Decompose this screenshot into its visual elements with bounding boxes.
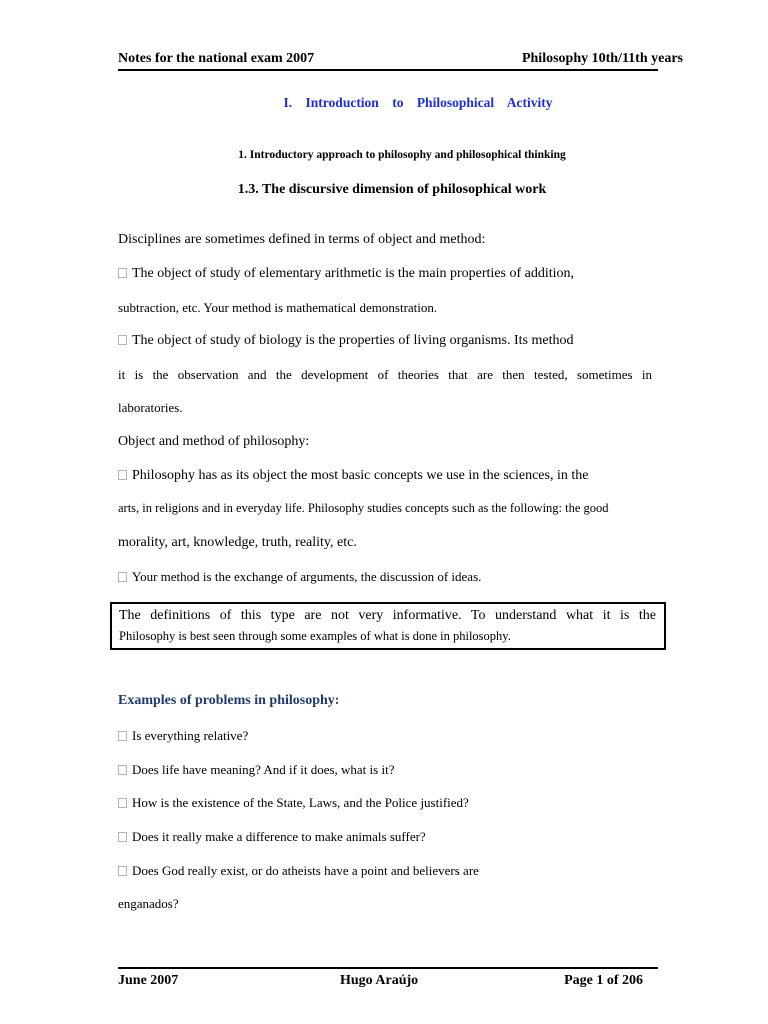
example-question-3: How is the existence of the State, Laws, and the Police justified? xyxy=(118,795,469,811)
callout-box xyxy=(110,602,666,650)
header-left: Notes for the national exam 2007 xyxy=(118,51,315,66)
biology-line-3: laboratories. xyxy=(118,400,183,415)
bullet-box-icon xyxy=(118,765,127,775)
footer-rule xyxy=(118,967,658,969)
footer-date: June 2007 xyxy=(118,973,179,988)
biology-line-2: it is the observation and the development of theories that are then tested, sometimes in xyxy=(118,367,652,382)
philosophy-line-2: arts, in religions and in everyday life. Philosophy studies concepts such as the following: the good xyxy=(118,501,609,515)
callout-line-1: The definitions of this type are not very informative. To understand what it is the xyxy=(119,608,656,623)
examples-heading: Examples of problems in philosophy: xyxy=(118,693,340,708)
section-title: I. Introduction to Philosophical Activity xyxy=(283,95,553,110)
bullet-box-icon xyxy=(118,832,127,842)
biology-line-1 xyxy=(118,333,573,349)
philosophy-line-1 xyxy=(118,468,588,484)
footer-page-number: Page 1 of 206 xyxy=(564,973,643,988)
bullet-box-icon xyxy=(118,866,127,876)
example-question-1: Is everything relative? xyxy=(118,728,248,744)
header-rule xyxy=(118,69,658,71)
arithmetic-line-2: subtraction, etc. Your method is mathematical demonstration. xyxy=(118,300,438,315)
biology-text: The object of study of biology is the properties of living organisms. Its method xyxy=(132,333,574,348)
bullet-box-icon xyxy=(118,798,127,808)
bullet-box-icon xyxy=(118,731,127,741)
example-question-4: Does it really make a difference to make animals suffer? xyxy=(118,829,426,845)
callout-line-2: Philosophy is best seen through some examples of what is done in philosophy. xyxy=(119,629,511,643)
subsection-title: 1.3. The discursive dimension of philosophical work xyxy=(237,182,547,197)
bullet-box-icon xyxy=(118,572,127,582)
bullet-box-icon xyxy=(118,470,127,480)
example-question-5: Does God really exist, or do atheists have a point and believers are xyxy=(118,863,479,879)
bullet-box-icon xyxy=(118,335,127,345)
arithmetic-line-1 xyxy=(118,266,574,282)
method-text: Your method is the exchange of arguments, the discussion of ideas. xyxy=(132,569,482,584)
intro-paragraph: Disciplines are sometimes defined in terms of object and method: xyxy=(118,232,486,247)
philosophy-heading: Object and method of philosophy: xyxy=(118,434,310,449)
philosophy-line-3: morality, art, knowledge, truth, reality, etc. xyxy=(118,535,357,550)
arithmetic-text: The object of study of elementary arithmetic is the main properties of addition, xyxy=(132,266,575,281)
example-question-2: Does life have meaning? And if it does, what is it? xyxy=(118,762,394,778)
bullet-box-icon xyxy=(118,268,127,278)
method-line xyxy=(118,569,481,585)
header-right: Philosophy 10th/11th years xyxy=(521,51,683,66)
example-question-5-continued: enganados? xyxy=(118,896,179,911)
subtitle: 1. Introductory approach to philosophy and philosophical thinking xyxy=(238,149,566,161)
footer-author: Hugo Araújo xyxy=(340,973,419,988)
philosophy-text: Philosophy has as its object the most basic concepts we use in the sciences, in the xyxy=(132,468,589,483)
